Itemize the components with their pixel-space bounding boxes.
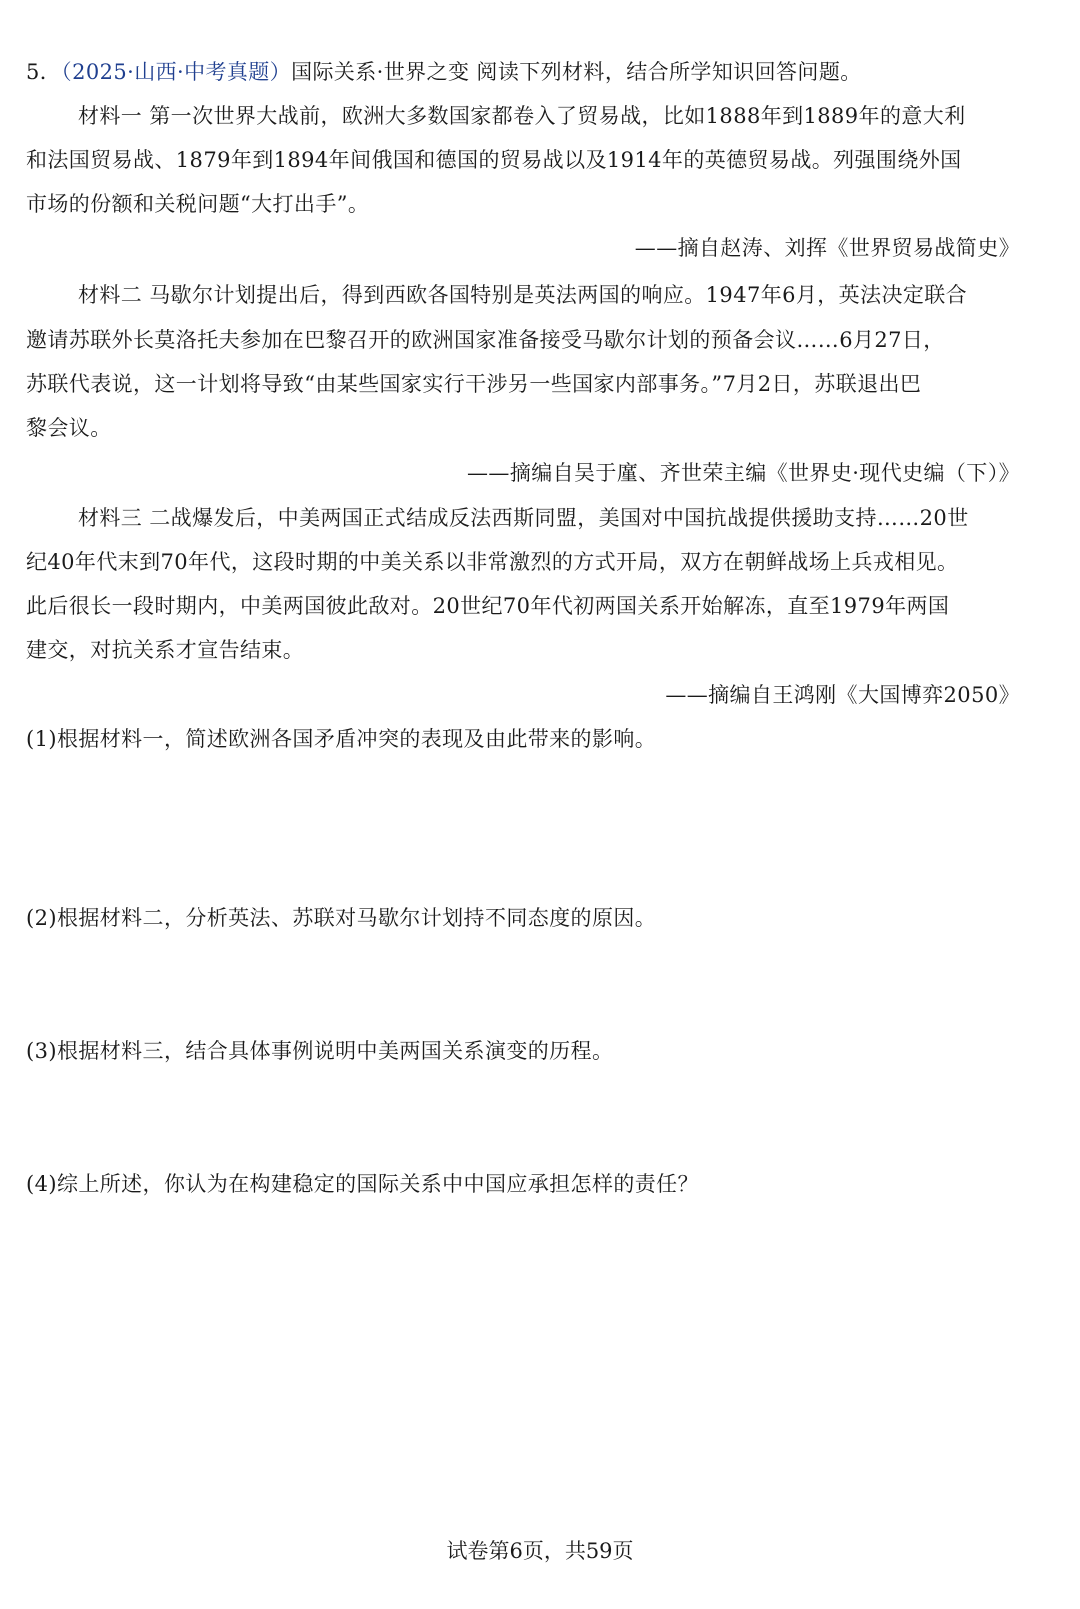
material2-line-3: 苏联代表说，这一计划将导致“由某些国家实行干涉另一些国家内部事务。”7月2日，苏联退出巴 [26, 372, 922, 396]
subquestion-4: (4)综上所述，你认为在构建稳定的国际关系中中国应承担怎样的责任？ [26, 1172, 699, 1196]
material2-line-4: 黎会议。 [26, 416, 112, 440]
question-source-tag: 2025·山西·中考真题 [72, 60, 270, 84]
material3-line-2: 纪40年代末到70年代，这段时期的中美关系以非常激烈的方式开局，双方在朝鲜战场上兵戎相见。 [26, 550, 959, 574]
material2-line-1: 材料二 马歇尔计划提出后，得到西欧各国特别是英法两国的响应。1947年6月，英法决定联合 [78, 283, 968, 307]
subquestion-2: (2)根据材料二，分析英法、苏联对马歇尔计划持不同态度的原因。 [26, 906, 657, 930]
material1-line-3: 市场的份额和关税问题“大打出手”。 [26, 192, 370, 216]
question-topic: 国际关系·世界之变 阅读下列材料，结合所学知识回答问题。 [291, 60, 862, 84]
question-number: 5． [26, 60, 62, 84]
page-footer: 试卷第6页，共59页 [446, 1539, 634, 1563]
material1-source: ——摘自赵涛、刘挥《世界贸易战简史》 [634, 236, 1020, 260]
material3-line-3: 此后很长一段时期内，中美两国彼此敌对。20世纪70年代初两国关系开始解冻，直至1979年两国 [26, 594, 950, 618]
material3-line-1: 材料三 二战爆发后，中美两国正式结成反法西斯同盟，美国对中国抗战提供援助支持……20世 [78, 506, 969, 530]
material2-source: ——摘编自吴于廑、齐世荣主编《世界史·现代史编（下）》 [467, 461, 1020, 485]
material1-line-2: 和法国贸易战、1879年到1894年间俄国和德国的贸易战以及1914年的英德贸易战。列强围绕外国 [26, 148, 962, 172]
material3-source: ——摘编自王鸿刚《大国博弈2050》 [665, 683, 1020, 707]
question-tag-open: （ [61, 60, 73, 84]
subquestion-1: (1)根据材料一，简述欧洲各国矛盾冲突的表现及由此带来的影响。 [26, 727, 657, 751]
material2-line-2: 邀请苏联外长莫洛托夫参加在巴黎召开的欧洲国家准备接受马歇尔计划的预备会议……6月27日， [26, 328, 945, 352]
material1-line-1: 材料一 第一次世界大战前，欧洲大多数国家都卷入了贸易战，比如1888年到1889年的意大利 [78, 104, 966, 128]
question-header [26, 57, 1040, 87]
subquestion-3: (3)根据材料三，结合具体事例说明中美两国关系演变的历程。 [26, 1039, 614, 1063]
material3-line-4: 建交，对抗关系才宣告结束。 [26, 638, 305, 662]
question-tag-close: ） [269, 60, 292, 84]
